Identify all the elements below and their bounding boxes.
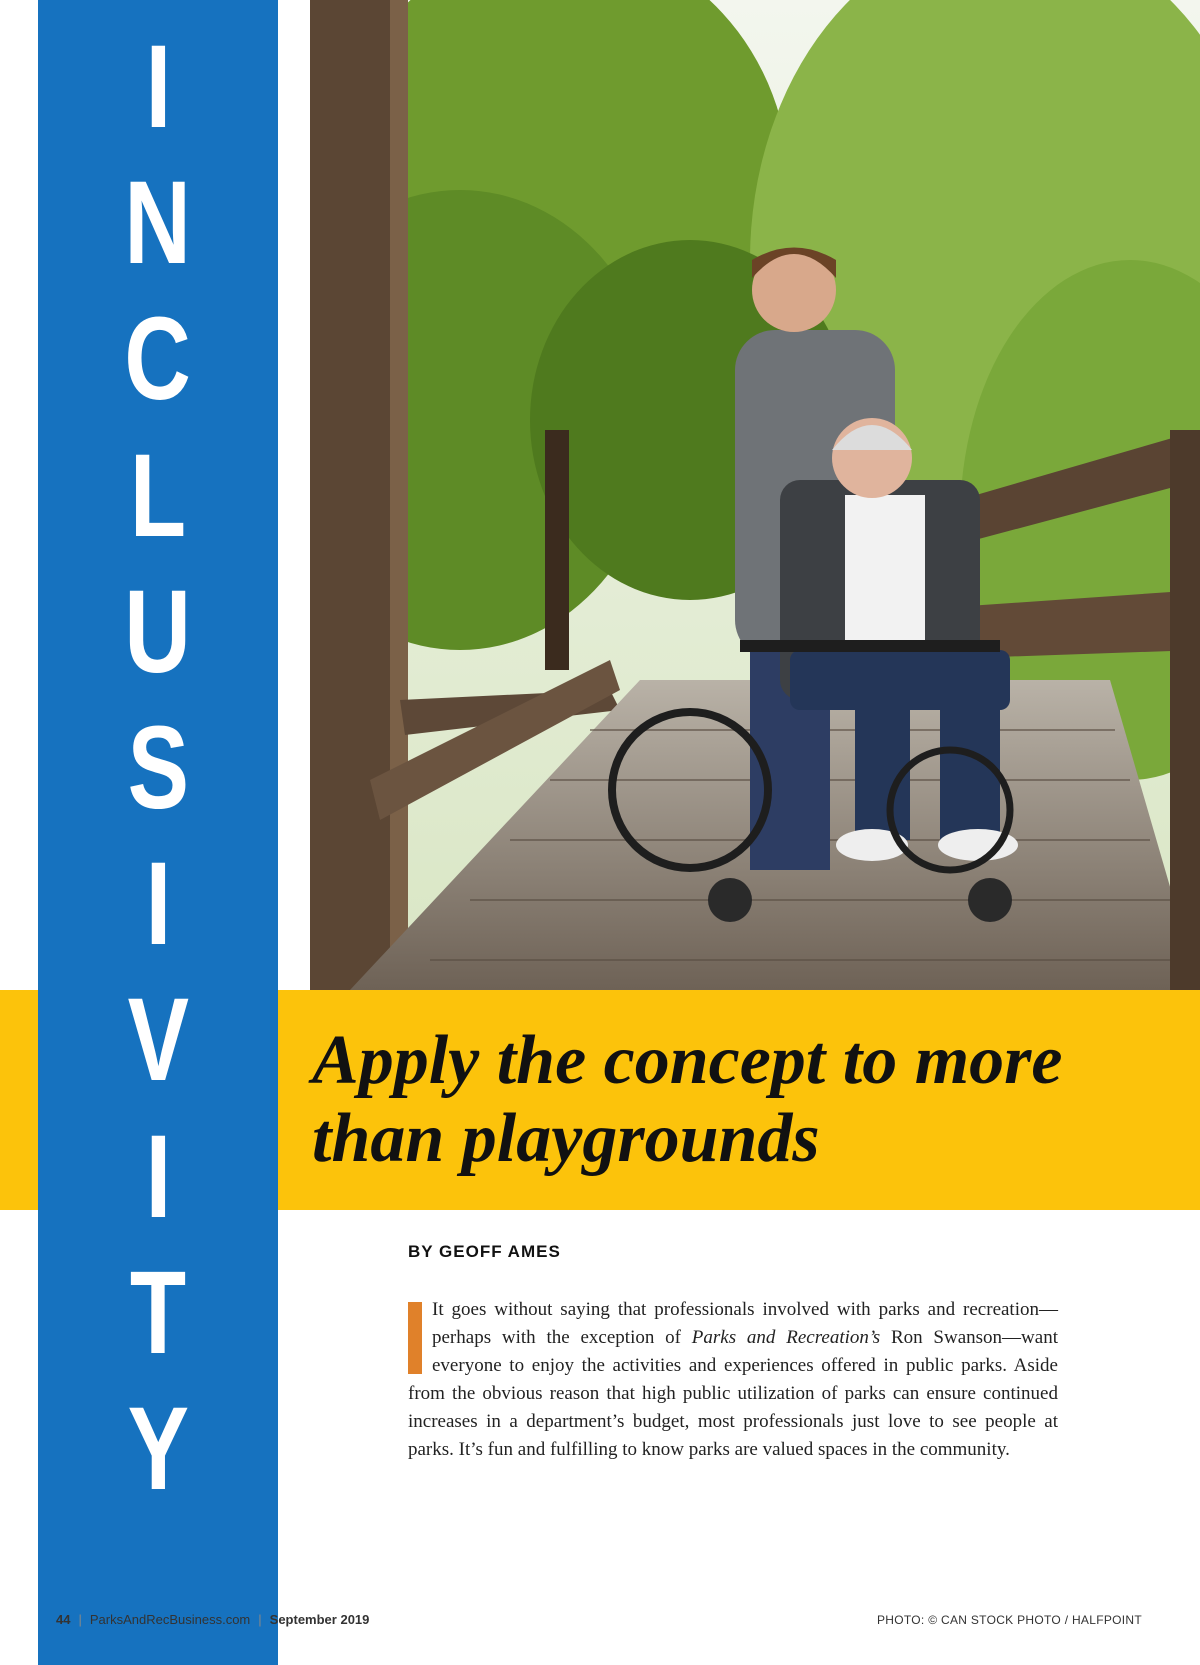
footer-issue-date: September 2019: [269, 1612, 370, 1627]
section-title-letter: I: [145, 838, 171, 971]
section-title-letter: I: [145, 1110, 171, 1243]
article-headline: Apply the concept to more than playgrounds: [312, 1022, 1063, 1177]
section-title-inclusivity: [38, 21, 278, 1515]
section-title-letter: N: [124, 157, 192, 290]
article-body: [408, 1296, 1058, 1464]
footer-separator: |: [258, 1612, 262, 1627]
body-text: t goes without saying that professionals involved with parks and recreation—perhaps with the exception of: [432, 1299, 1058, 1348]
drop-cap-bar: [408, 1302, 422, 1374]
footer-website: ParksAndRecBusiness.com: [89, 1612, 251, 1627]
section-title-letter: T: [129, 1246, 187, 1379]
page-footer: [56, 1612, 369, 1627]
section-title-letter: S: [127, 701, 189, 834]
page-number: 44: [56, 1612, 71, 1627]
feature-photo: [310, 0, 1200, 990]
photo-credit: PHOTO: © CAN STOCK PHOTO / HALFPOINT: [876, 1613, 1142, 1627]
section-title-letter: I: [145, 21, 171, 153]
section-title-letter: Y: [127, 1382, 189, 1515]
photo-illustration: [310, 0, 1200, 990]
drop-cap-letter: I: [432, 1299, 439, 1320]
body-text-continued: Ron Swanson—want everyone to enjoy the activities and experiences offered in public parks. Aside from the obvious reason that high public utilization of parks can ensure continued increases in a department’s budget, most professionals just love to see people at parks. It’s fun and fulfilling to know parks are valued spaces in the community.: [408, 1327, 1058, 1460]
section-title-letter: V: [127, 974, 189, 1107]
section-title-letter: C: [124, 293, 192, 426]
section-title-letter: L: [129, 429, 187, 562]
body-italic-title: Parks and Recreation’s: [691, 1327, 881, 1348]
footer-separator: |: [78, 1612, 82, 1627]
section-title-letter: U: [124, 565, 192, 698]
article-byline: BY GEOFF AMES: [408, 1242, 561, 1261]
